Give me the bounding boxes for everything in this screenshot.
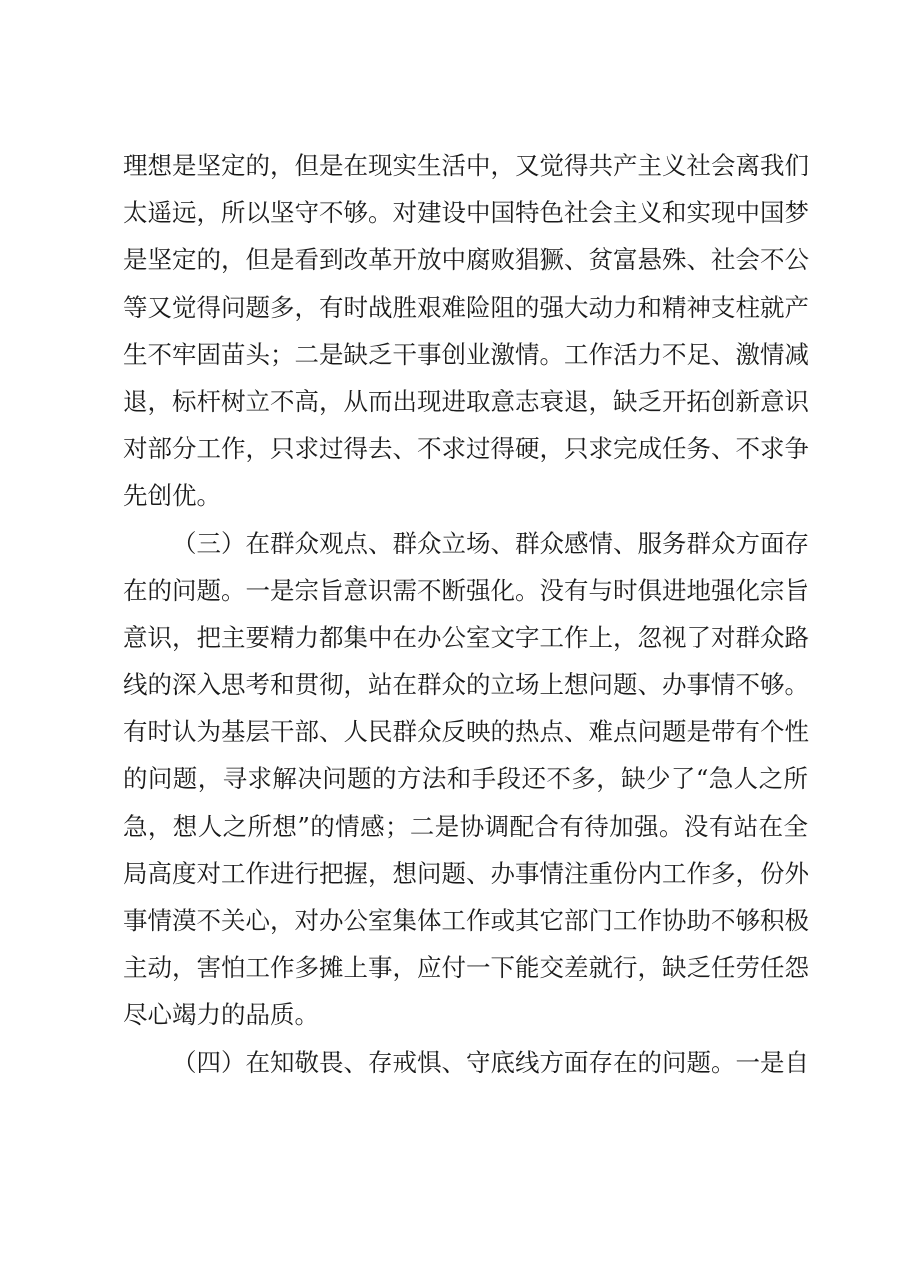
text-line: 有时认为基层干部、人民群众反映的热点、难点问题是带有个性 [123, 717, 809, 747]
text-line: 局高度对工作进行把握，想问题、办事情注重份内工作多，份外 [123, 858, 809, 888]
paragraph-3 [123, 1039, 808, 1086]
text-line: （三）在群众观点、群众立场、群众感情、服务群众方面存 [172, 528, 809, 558]
text-line: 的问题，寻求解决问题的方法和手段还不多，缺少了“急人之所 [123, 764, 808, 794]
text-line: 生不牢固苗头；二是缺乏干事创业激情。工作活力不足、激情减 [123, 339, 809, 369]
document-body [123, 142, 808, 1086]
text-line: 尽心竭力的品质。 [123, 1000, 319, 1030]
paragraph-2 [123, 520, 808, 1039]
text-line: 主动，害怕工作多摊上事，应付一下能交差就行，缺乏任劳任怨 [123, 953, 809, 983]
text-line: 急，想人之所想”的情感；二是协调配合有待加强。没有站在全 [123, 811, 808, 841]
text-line: 是坚定的，但是看到改革开放中腐败猖獗、贫富悬殊、社会不公 [123, 245, 809, 275]
text-line: 事情漠不关心，对办公室集体工作或其它部门工作协助不够积极 [123, 906, 809, 935]
text-line: 太遥远，所以坚守不够。对建设中国特色社会主义和实现中国梦 [123, 198, 809, 228]
text-line: 对部分工作，只求过得去、不求过得硬，只求完成任务、不求争 [123, 434, 809, 464]
text-line: 意识，把主要精力都集中在办公室文字工作上，忽视了对群众路 [123, 622, 809, 652]
text-line: 在的问题。一是宗旨意识需不断强化。没有与时俱进地强化宗旨 [123, 575, 809, 605]
text-line: 理想是坚定的，但是在现实生活中，又觉得共产主义社会离我们 [123, 151, 809, 180]
text-line: 线的深入思考和贯彻，站在群众的立场上想问题、办事情不够。 [123, 670, 809, 700]
text-line: （四）在知敬畏、存戒惧、守底线方面存在的问题。一是自 [172, 1047, 809, 1077]
text-line: 先创优。 [123, 481, 221, 511]
text-line: 等又觉得问题多，有时战胜艰难险阻的强大动力和精神支柱就产 [123, 292, 809, 322]
text-line: 退，标杆树立不高，从而出现进取意志衰退，缺乏开拓创新意识 [123, 386, 809, 416]
paragraph-1 [123, 142, 808, 520]
